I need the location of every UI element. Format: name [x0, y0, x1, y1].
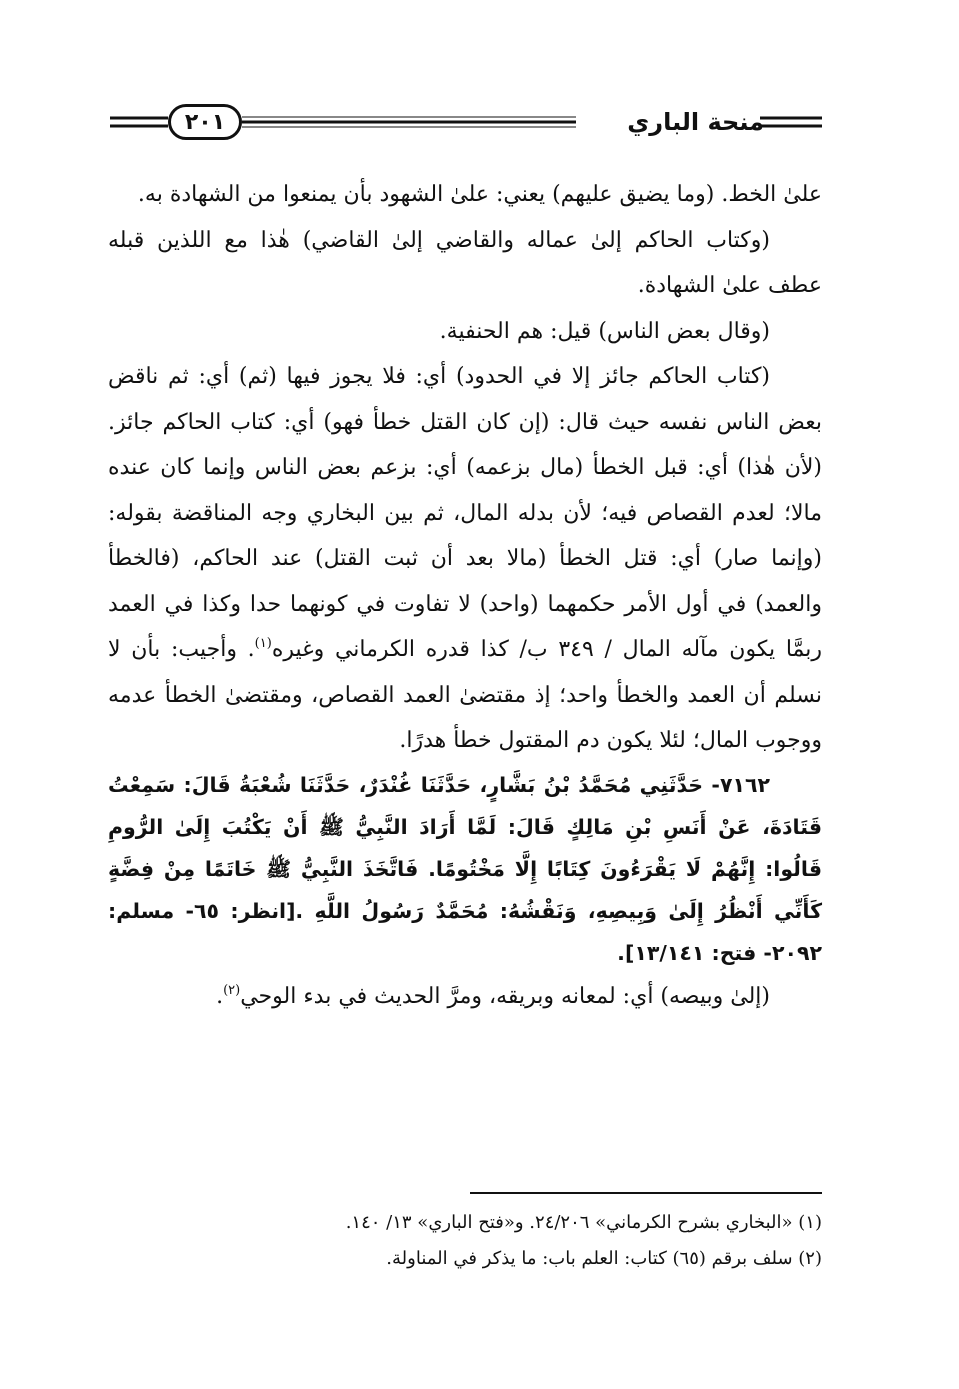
page-number-badge: ٢٠١ [168, 104, 242, 140]
book-title: منحة الباري [627, 108, 764, 136]
footnote-2: (٢) سلف برقم (٦٥) كتاب: العلم باب: ما يذكر في المناولة. [386, 1248, 822, 1269]
hadith-7162: ٧١٦٢- حَدَّثَنِي مُحَمَّدُ بْنُ بَشَّارٍ، حَدَّثَنَا غُنْدَرٌ، حَدَّثَنَا شُعْبَةُ قَالَ: سَمِعْتُ قَتَادَةَ، عَنْ أَنَسِ بْنِ مَالِكٍ قَالَ: لَمَّا أَرَادَ النَّبِيُّ ﷺ أَنْ يَكْتُبَ إِلَىٰ الرُّومِ قَالُوا: إِنَّهُمْ لَا يَقْرَءُونَ كِتَابًا إِلَّا مَخْتُومًا. فَاتَّخَذَ النَّبِيُّ ﷺ خَاتَمًا مِنْ فِضَّةٍ كَأَنِّي أَنْظُرُ إِلَىٰ وَبِيصِهِ، وَنَقْشُهُ: مُحَمَّدٌ رَسُولُ اللَّهِ .[انظر: ٦٥- مسلم: ٢٠٩٢- فتح: ١٣/١٤١]. [108, 772, 822, 965]
footnotes [108, 1205, 822, 1277]
footnote-1: (١) «البخاري بشرح الكرماني» ٢٤/٢٠٦. و«فتح الباري» ١٣/ ١٤٠. [345, 1212, 822, 1233]
paragraph-2: (وكتاب الحاكم إلىٰ عماله والقاضي إلىٰ القاضي) هٰذا مع اللذين قبله عطف علىٰ الشهادة. [108, 227, 822, 298]
paragraph-6-text: (إلىٰ وبيصه) أي: لمعانه وبريقه، ومرَّ الحديث في بدء الوحي [240, 983, 770, 1009]
running-header [110, 96, 822, 150]
paragraph-6-end: . [216, 983, 224, 1009]
paragraph-3: (وقال بعض الناس) قيل: هم الحنفية. [439, 318, 770, 344]
paragraph-4-end: . وأجيب: بأن لا نسلم أن العمد والخطأ واحد؛ إذ مقتضىٰ العمد القصاص، ومقتضىٰ الخطأ عدمه ووجوب المال؛ لئلا يكون دم المقتول خطأ هدرًا. [108, 637, 822, 753]
paragraph-6 [108, 974, 822, 1020]
paragraph-1: علىٰ الخط. (وما يضيق عليهم) يعني: علىٰ الشهود بأن يمنعوا من الشهادة به. [137, 182, 822, 207]
paragraph-4-text: (كتاب الحاكم جائز إلا في الحدود) أي: فلا يجوز فيها (ثم) أي: ثم ناقض بعض الناس نفسه حيث قال: (إن كان القتل خطأ فهو) أي: كتاب الحاكم جائز. (لأن هٰذا) أي: قبل الخطأ (مال بزعمه) أي: بزعم بعض الناس وإنما كان عنده مالا؛ لعدم القصاص فيه؛ لأن بدله المال، ثم بين البخاري وجه المناقضة بقوله: (وإنما صار) أي: قتل الخطأ (مالا بعد أن ثبت القتل) عند الحاكم، (فالخطأ والعمد) في أول الأمر حكمهما (واحد) لا تفاوت في كونهما حدا وكذا في العمد ربمَّا يكون مآله المال / ٣٤٩ ب/ كذا قدره الكرماني وغيره [108, 364, 822, 662]
paragraph-4 [108, 354, 822, 764]
footnote-ref-1: (١) [254, 636, 272, 651]
main-text [108, 172, 822, 1019]
footnote-divider [470, 1192, 822, 1194]
footnote-ref-2: (٢) [223, 982, 241, 998]
